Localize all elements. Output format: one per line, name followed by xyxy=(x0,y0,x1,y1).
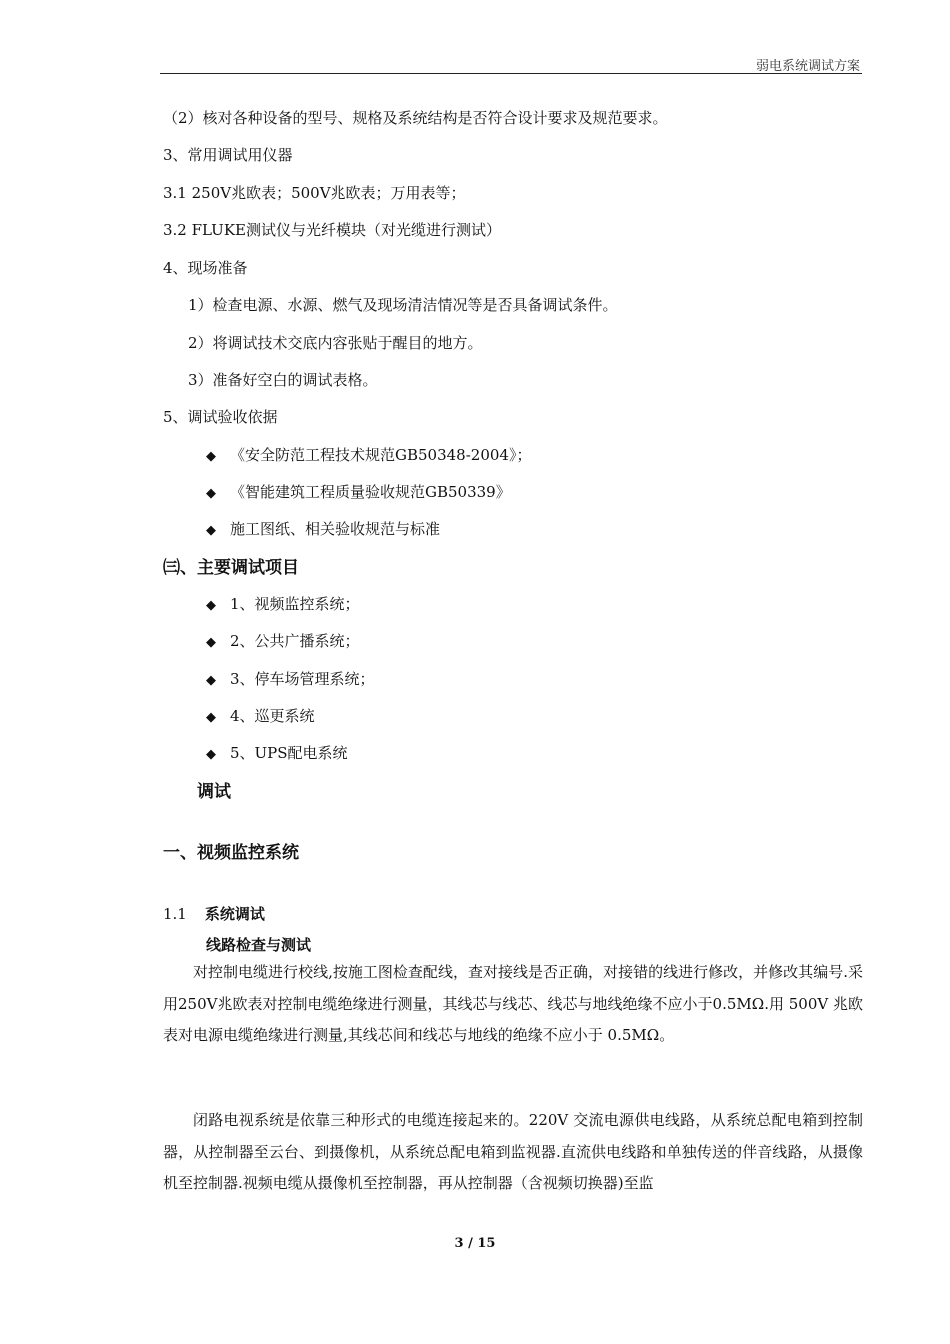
heading-tiaoshi: 调试 xyxy=(197,782,231,802)
diamond-bullet-icon: ◆ xyxy=(206,486,216,501)
text-prep-2: 2）将调试技术交底内容张贴于醒目的地方。 xyxy=(188,334,483,352)
section-video-surveillance-title: 一、视频监控系统 xyxy=(163,843,299,863)
heading-site-preparation: 4、现场准备 xyxy=(163,259,248,277)
subsection-number: 1.1 xyxy=(163,905,187,923)
project-item: ◆ 5、UPS配电系统 xyxy=(206,744,348,762)
diamond-bullet-icon: ◆ xyxy=(206,523,216,538)
section-main-items-title: ㈢、主要调试项目 xyxy=(163,558,299,578)
basis-item: ◆ 《安全防范工程技术规范GB50348-2004》； xyxy=(206,446,532,464)
text-line-1: （2）核对各种设备的型号、规格及系统结构是否符合设计要求及规范要求。 xyxy=(163,109,668,127)
text-line-3-1: 3.1 250V兆欧表；500V兆欧表；万用表等； xyxy=(163,184,466,202)
diamond-bullet-icon: ◆ xyxy=(206,673,216,688)
subsection-heading xyxy=(163,903,265,924)
heading-instruments: 3、常用调试用仪器 xyxy=(163,146,293,164)
diamond-bullet-icon: ◆ xyxy=(206,710,216,725)
subsubsection-title: 线路检查与测试 xyxy=(206,936,312,954)
heading-acceptance-basis: 5、调试验收依据 xyxy=(163,408,278,426)
text-line-3-2: 3.2 FLUKE测试仪与光纤模块（对光缆进行测试） xyxy=(163,221,501,239)
diamond-bullet-icon: ◆ xyxy=(206,635,216,650)
project-item: ◆ 2、公共广播系统； xyxy=(206,632,360,650)
paragraph-cctv-cables: 闭路电视系统是依靠三种形式的电缆连接起来的。220V 交流电源供电线路，从系统总配电箱到控制器，从控制器至云台、到摄像机，从系统总配电箱到监视器.直流供电线路和单独传送的伴音线路，从摄像机至控制器.视频电缆从摄像机至控制器，再从控制器（含视频切换器)至监 xyxy=(163,1111,863,1192)
subsection-title: 系统调试 xyxy=(204,905,265,923)
text-prep-3: 3）准备好空白的调试表格。 xyxy=(188,371,378,389)
project-item: ◆ 4、巡更系统 xyxy=(206,707,315,725)
basis-item: ◆ 《智能建筑工程质量验收规范GB50339》 xyxy=(206,483,511,501)
page-number: 3 / 15 xyxy=(454,1236,496,1251)
project-item: ◆ 3、停车场管理系统； xyxy=(206,670,375,688)
text-prep-1: 1）检查电源、水源、燃气及现场清洁情况等是否具备调试条件。 xyxy=(188,296,618,314)
diamond-bullet-icon: ◆ xyxy=(206,449,216,464)
diamond-bullet-icon: ◆ xyxy=(206,747,216,762)
basis-item: ◆ 施工图纸、相关验收规范与标准 xyxy=(206,520,441,538)
page-header-title: 弱电系统调试方案 xyxy=(755,59,860,74)
header-divider xyxy=(160,73,862,74)
paragraph-line-check: 对控制电缆进行校线,按施工图检查配线，查对接线是否正确，对接错的线进行修改，并修改其编号.采用250V兆欧表对控制电缆绝缘进行测量，其线芯与线芯、线芯与地线绝缘不应小于0.5MΩ.用 500V 兆欧表对电源电缆绝缘进行测量,其线芯间和线芯与地线的绝缘不应小于 0.5MΩ。 xyxy=(163,963,863,1044)
project-item: ◆ 1、视频监控系统； xyxy=(206,595,360,613)
diamond-bullet-icon: ◆ xyxy=(206,598,216,613)
